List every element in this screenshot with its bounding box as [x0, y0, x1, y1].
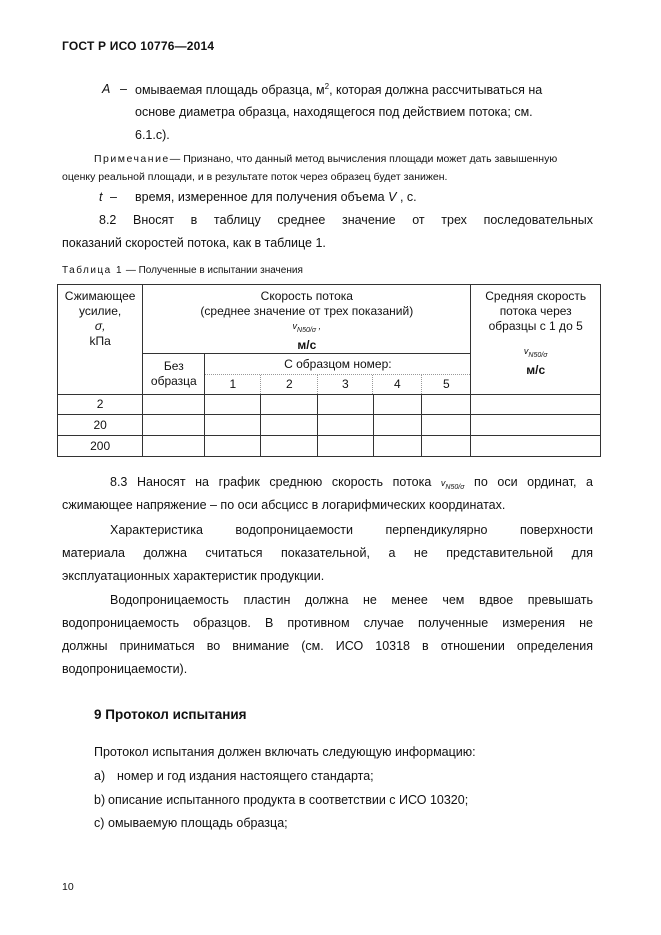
header-flow-velocity: Скорость потока (среднее значение от трех показаний) $v_{N50/\sigma}$ , м/с	[143, 285, 471, 354]
para-char-line1: Характеристика водопроницаемости перпендикулярно поверхности	[110, 523, 593, 537]
para-perm-line2: водопроницаемость образцов. В противном случае полученные измерения не	[62, 616, 593, 630]
sample-number: 1	[229, 376, 237, 391]
def-t-dash: –	[110, 190, 117, 204]
header-compression: Сжимающее усилие, σ, kПа	[58, 285, 143, 395]
para-perm-line1: Водопроницаемость пластин должна не менее чем вдвое превышать	[110, 593, 593, 607]
document-header: ГОСТ Р ИСО 10776—2014	[62, 39, 215, 53]
list-item: а) номер и год издания настоящего стандарта;	[94, 769, 374, 783]
para-perm-line4: водопроницаемости).	[62, 662, 188, 676]
sample-number: 3	[317, 375, 372, 394]
def-t-symbol: t	[99, 190, 103, 204]
def-t-text: время, измеренное для получения объема V , с.	[135, 190, 417, 204]
def-a-symbol: A	[102, 82, 111, 96]
sample-number: 2	[260, 375, 317, 394]
table-row	[58, 435, 601, 456]
row-pressure: 20	[58, 414, 143, 435]
para-83-line2: сжимающее напряжение – по оси абсцисс в логарифмических координатах.	[62, 498, 506, 512]
para-perm-line3: должны приниматься во внимание (см. ИСО 10318 в отношении определения	[62, 639, 593, 653]
para-char-line2: материала должна считаться показательной, а не представительной для	[62, 546, 593, 560]
list-item: b) описание испытанного продукта в соответствии с ИСО 10320;	[94, 793, 469, 807]
def-a-dash: –	[120, 82, 127, 96]
sample-number: 4	[372, 375, 421, 394]
section-heading: 9 Протокол испытания	[94, 707, 247, 722]
def-a-line3: 6.1.c).	[135, 128, 170, 142]
header-with-sample: С образцом номер: 1 2 3 4 5	[205, 353, 471, 394]
row-pressure: 2	[58, 394, 143, 414]
sample-number: 5	[421, 375, 470, 394]
note-line2: оценку реальной площади, и в результате поток через образец будет занижен.	[62, 171, 448, 183]
para-82-line2: показаний скоростей потока, как в таблице 1.	[62, 236, 326, 250]
header-mean-velocity: Средняя скорость потока через образцы с 1 до 5 $v_{N50/\sigma}$ м/с	[471, 285, 601, 395]
def-a-line1: омываемая площадь образца, $м^2$, которая должна рассчитываться на	[135, 82, 543, 98]
list-item: c) омываемую площадь образца;	[94, 816, 288, 830]
def-a-line2: основе диаметра образца, находящегося под действием потока; см.	[135, 105, 533, 119]
header-without-sample: Без образца	[143, 353, 205, 394]
page-number: 10	[62, 881, 74, 893]
para-83-line1: 8.3 Наносят на график среднюю скорость потока $v_{N50/\sigma}$ по оси ординат, а	[110, 475, 593, 491]
table-caption: Таблица 1 — Полученные в испытании значения	[62, 265, 303, 276]
results-table	[57, 284, 601, 457]
table-row	[58, 414, 601, 435]
note-line1: Примечание— Признано, что данный метод вычисления площади может дать завышенную	[94, 153, 558, 165]
para-82-line1: 8.2 Вносят в таблицу среднее значение от трех последовательных	[99, 213, 593, 227]
para-char-line3: эксплуатационных характеристик продукции.	[62, 569, 325, 583]
section-intro: Протокол испытания должен включать следующую информацию:	[94, 745, 476, 759]
note-label: Примечание	[94, 153, 170, 165]
table-row	[58, 394, 601, 414]
row-pressure: 200	[58, 435, 143, 456]
